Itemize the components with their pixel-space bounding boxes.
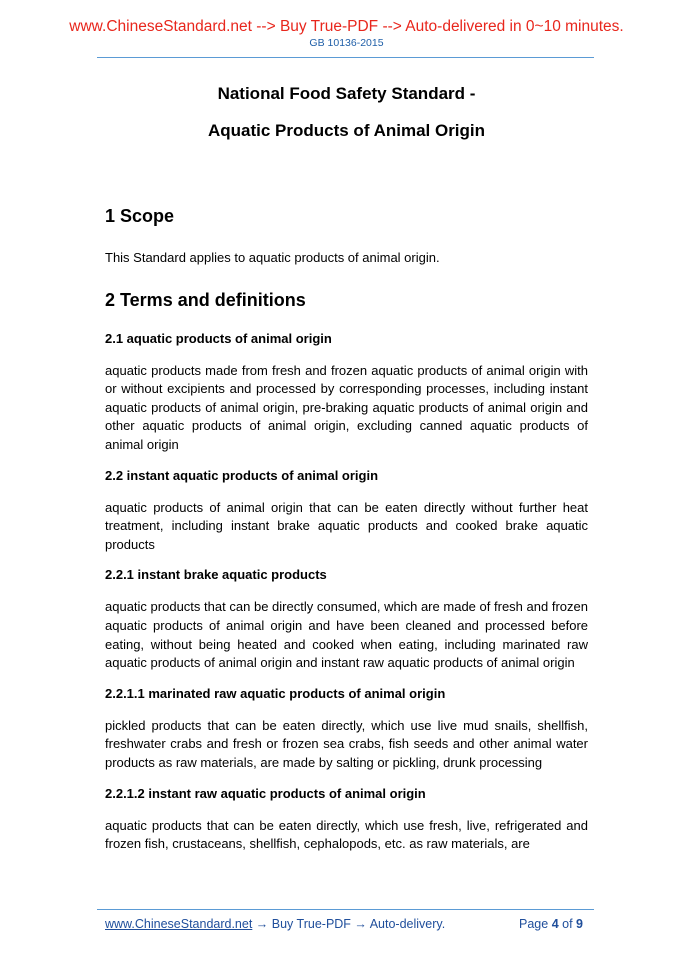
- term-definition: aquatic products made from fresh and frozen aquatic products of animal origin with or without excipients and processed by corresponding processes, including instant aquatic products of animal origin, pre-braking aquatic products of animal origin and other aquatic products of animal origin, excluding canned aquatic products of animal origin: [105, 362, 588, 452]
- term-heading: 2.1 aquatic products of animal origin: [105, 330, 332, 346]
- document-title-line-2: Aquatic Products of Animal Origin: [207, 121, 486, 140]
- standard-code: GB 10136-2015: [309, 37, 384, 49]
- document-body: [105, 204, 588, 854]
- page-label: Page: [519, 917, 549, 931]
- page-indicator: [519, 916, 583, 932]
- scope-text: This Standard applies to aquatic products of animal origin.: [105, 250, 440, 265]
- footer-divider: [97, 909, 594, 910]
- term-definition: pickled products that can be eaten directly, which use live mud snails, shellfish, freshwater crabs and fresh or frozen sea crabs, fish seeds and other animal water products as raw materials, are made by salting or pickling, drunk processing: [105, 717, 588, 770]
- footer-text: → Buy True-PDF → Auto-delivery.: [252, 917, 446, 931]
- header-divider: [97, 57, 594, 58]
- document-title-line-1: National Food Safety Standard -: [217, 84, 476, 103]
- section-heading-terms: 2 Terms and definitions: [105, 289, 306, 310]
- footer-link[interactable]: www.ChineseStandard.net: [105, 917, 253, 931]
- header-banner[interactable]: www.ChineseStandard.net --> Buy True-PDF --> Auto-delivered in 0~10 minutes.: [69, 18, 624, 35]
- section-heading-scope: 1 Scope: [105, 206, 175, 226]
- term-heading: 2.2.1.2 instant raw aquatic products of animal origin: [105, 785, 426, 801]
- page-current: 4: [551, 917, 559, 931]
- term-definition: aquatic products that can be eaten directly, which use fresh, live, refrigerated and frozen fish, crustaceans, shellfish, cephalopods, etc. as raw materials, are: [105, 817, 588, 852]
- term-heading: 2.2 instant aquatic products of animal origin: [105, 467, 379, 483]
- term-definition: aquatic products that can be directly consumed, which are made of fresh and frozen aquatic products of animal origin and have been cleaned and processed before eating, without being heated and cooked when eating, including marinated raw aquatic products of animal origin and instant raw aquatic products of animal origin: [105, 599, 588, 671]
- page-of: of: [562, 917, 573, 931]
- term-heading: 2.2.1.1 marinated raw aquatic products of animal origin: [105, 685, 446, 701]
- term-definition: aquatic products of animal origin that can be eaten directly without further heat treatment, including instant brake aquatic products and cooked brake aquatic products: [105, 499, 588, 552]
- term-heading: 2.2.1 instant brake aquatic products: [105, 567, 327, 583]
- page-footer: [105, 916, 583, 932]
- page-total: 9: [576, 917, 583, 931]
